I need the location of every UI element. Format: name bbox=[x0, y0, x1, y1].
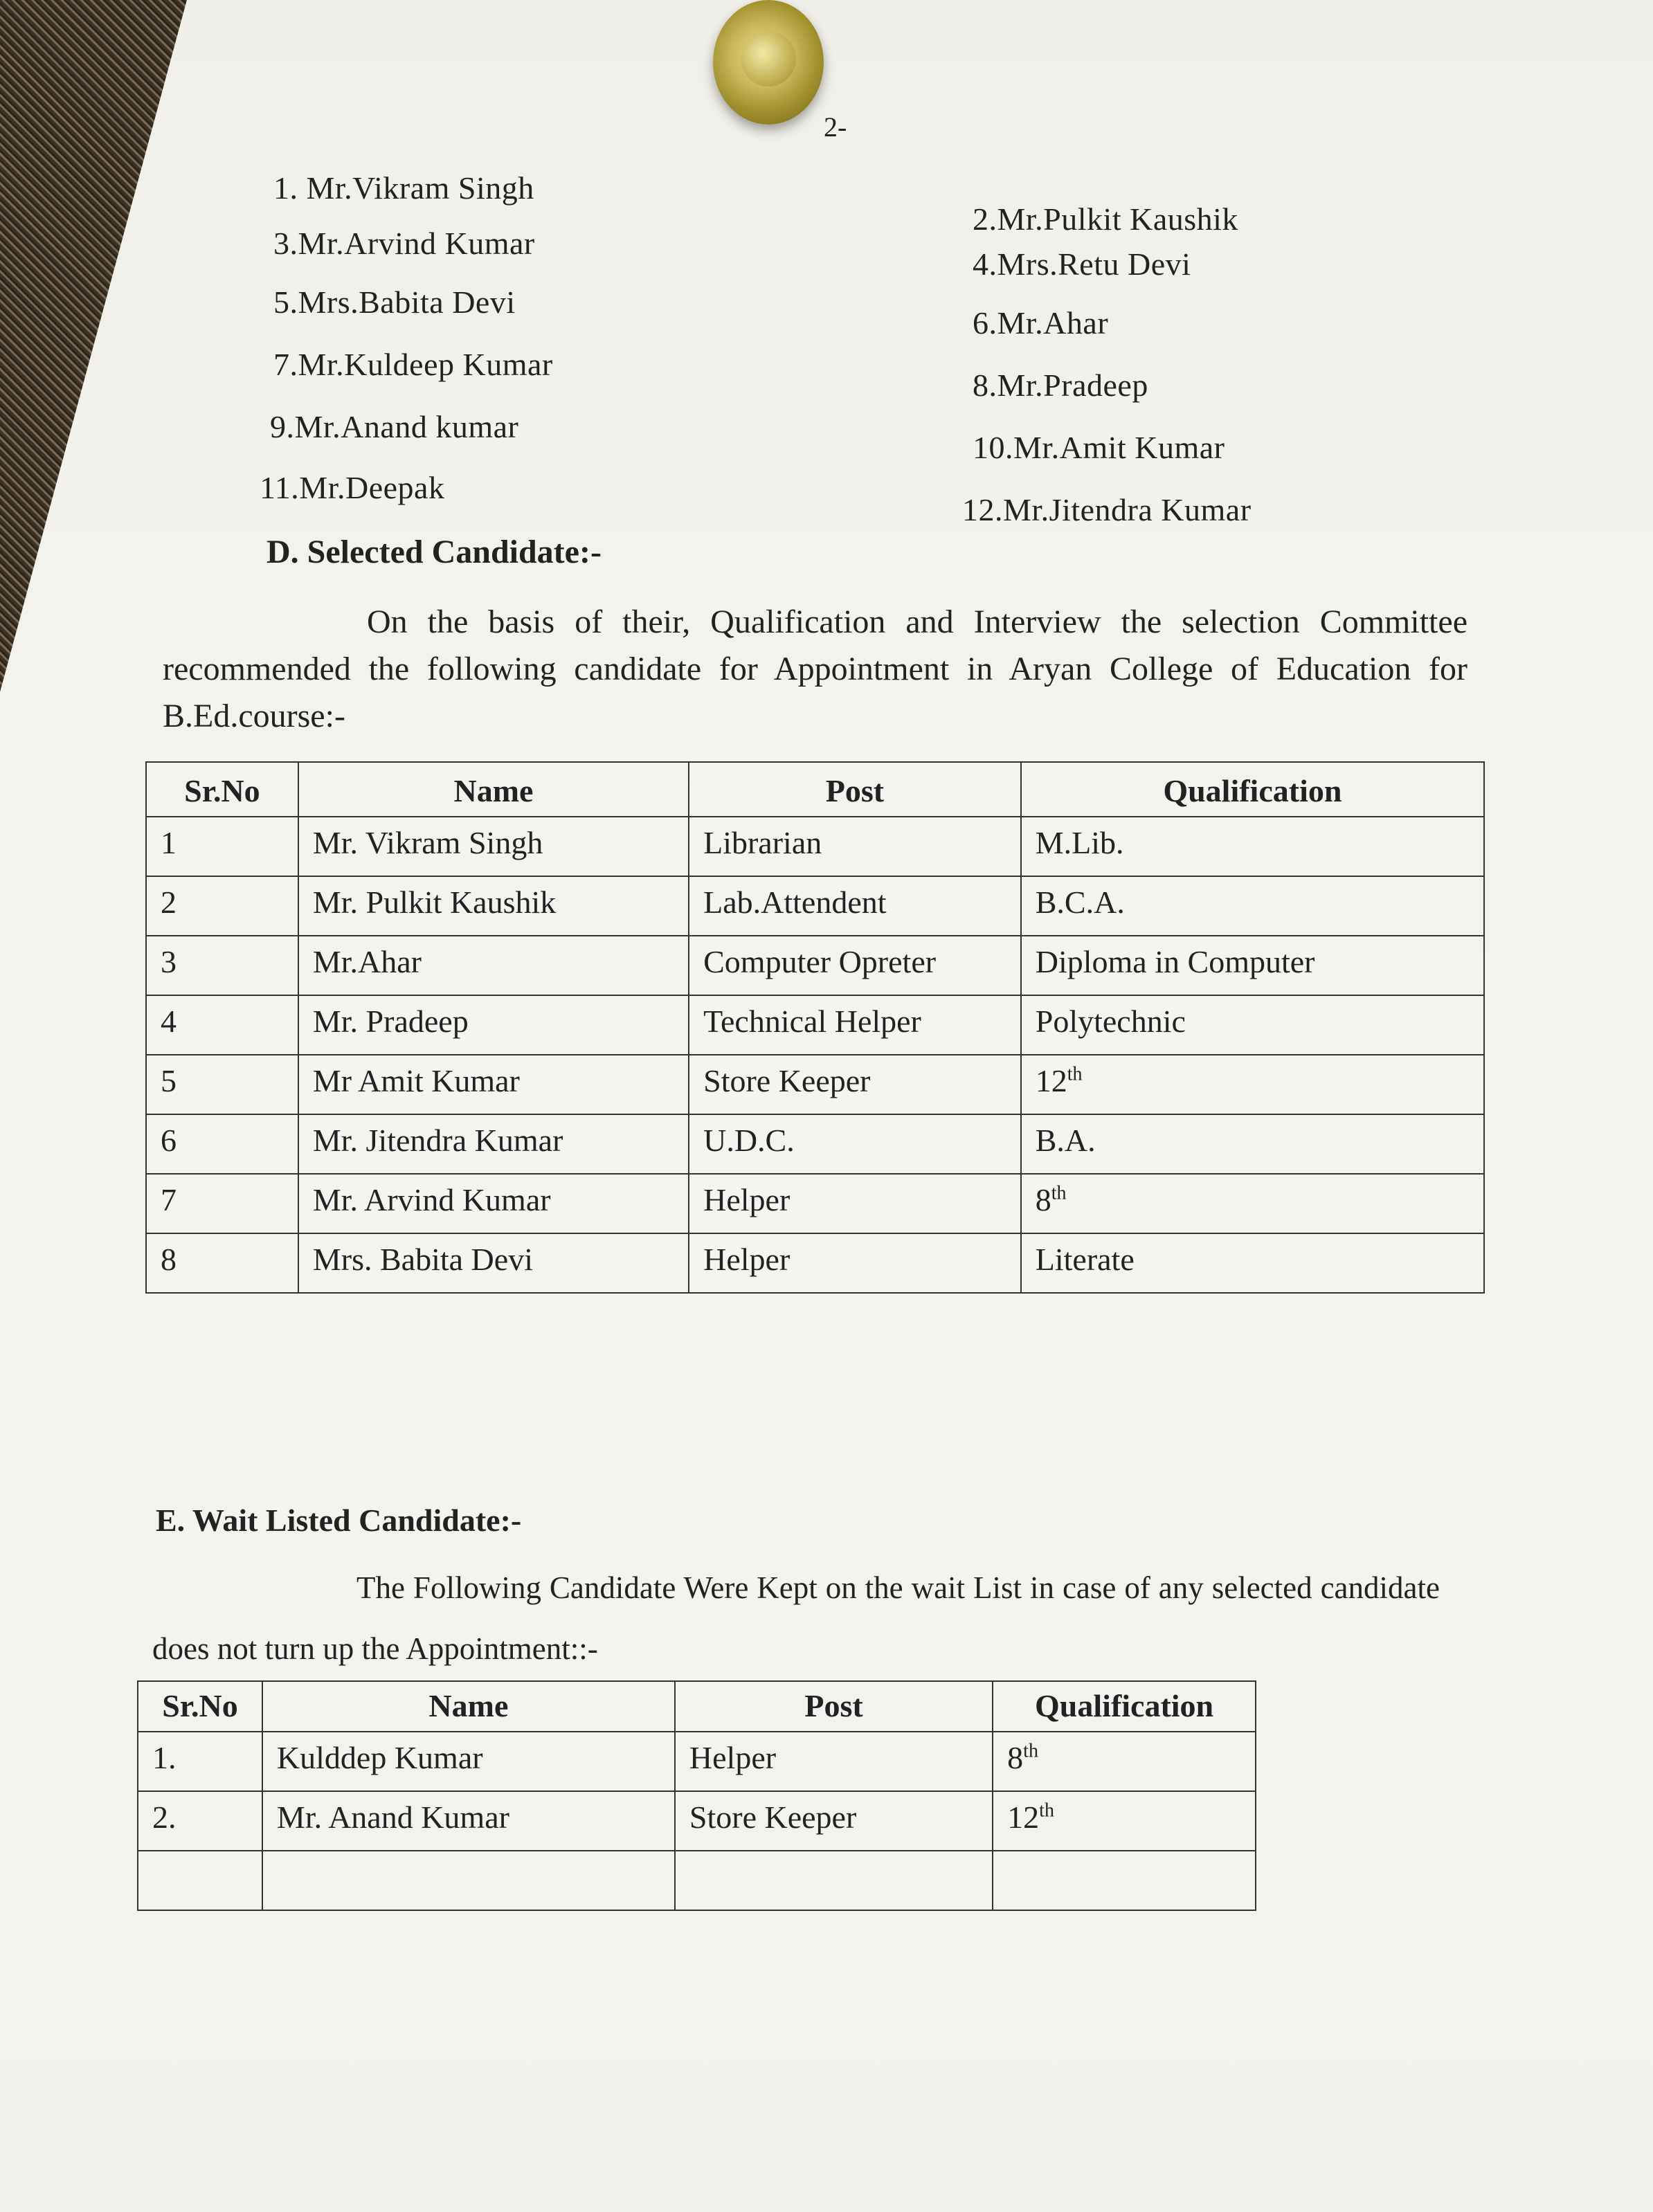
sr-no: 6 bbox=[146, 1114, 298, 1174]
member-12: 12.Mr.Jitendra Kumar bbox=[962, 492, 1252, 527]
candidate-name: Mrs. Babita Devi bbox=[298, 1233, 689, 1293]
member-2: 2.Mr.Pulkit Kaushik bbox=[973, 201, 1238, 237]
member-5: 5.Mrs.Babita Devi bbox=[273, 284, 516, 320]
sr-no: 2 bbox=[146, 876, 298, 936]
member-11: 11.Mr.Deepak bbox=[260, 470, 445, 505]
candidate-qualification: 8th bbox=[993, 1732, 1256, 1791]
candidate-name: Mr. Arvind Kumar bbox=[298, 1174, 689, 1233]
candidate-name: Mr Amit Kumar bbox=[298, 1055, 689, 1114]
member-10: 10.Mr.Amit Kumar bbox=[973, 430, 1225, 465]
table-row bbox=[138, 1851, 1256, 1910]
sr-no bbox=[138, 1851, 262, 1910]
header-sr-no: Sr.No bbox=[138, 1681, 262, 1732]
wait-listed-paragraph: The Following Candidate Were Kept on the wait List in case of any selected candidate does not turn up the Appointment::- bbox=[152, 1570, 1440, 1666]
candidate-post bbox=[675, 1851, 993, 1910]
candidate-name: Mr.Ahar bbox=[298, 936, 689, 995]
candidate-name: Mr. Vikram Singh bbox=[298, 817, 689, 876]
candidate-name: Mr. Pulkit Kaushik bbox=[298, 876, 689, 936]
candidate-name: Mr. Anand Kumar bbox=[262, 1791, 675, 1851]
header-qualification: Qualification bbox=[1021, 762, 1484, 817]
candidate-post: Computer Opreter bbox=[689, 936, 1021, 995]
header-post: Post bbox=[689, 762, 1021, 817]
candidate-post: Store Keeper bbox=[675, 1791, 993, 1851]
member-9: 9.Mr.Anand kumar bbox=[270, 409, 519, 444]
header-post: Post bbox=[675, 1681, 993, 1732]
sr-no: 2. bbox=[138, 1791, 262, 1851]
selected-candidate-heading: D. Selected Candidate:- bbox=[267, 534, 602, 570]
header-sr-no: Sr.No bbox=[146, 762, 298, 817]
candidate-post: Technical Helper bbox=[689, 995, 1021, 1055]
candidate-name: Kulddep Kumar bbox=[262, 1732, 675, 1791]
candidate-qualification: 12th bbox=[993, 1791, 1256, 1851]
candidate-qualification: B.C.A. bbox=[1021, 876, 1484, 936]
table-row bbox=[146, 1055, 1484, 1114]
sr-no: 8 bbox=[146, 1233, 298, 1293]
sr-no: 3 bbox=[146, 936, 298, 995]
table-row bbox=[146, 1233, 1484, 1293]
wait-listed-table bbox=[137, 1680, 1256, 1911]
sr-no: 5 bbox=[146, 1055, 298, 1114]
member-4: 4.Mrs.Retu Devi bbox=[973, 246, 1191, 282]
member-8: 8.Mr.Pradeep bbox=[973, 368, 1148, 403]
header-name: Name bbox=[262, 1681, 675, 1732]
candidate-post: Librarian bbox=[689, 817, 1021, 876]
sr-no: 4 bbox=[146, 995, 298, 1055]
candidate-post: Helper bbox=[675, 1732, 993, 1791]
candidate-post: U.D.C. bbox=[689, 1114, 1021, 1174]
table-row bbox=[146, 1174, 1484, 1233]
table-row bbox=[146, 817, 1484, 876]
candidate-post: Lab.Attendent bbox=[689, 876, 1021, 936]
candidate-post: Store Keeper bbox=[689, 1055, 1021, 1114]
candidate-name: Mr. Pradeep bbox=[298, 995, 689, 1055]
header-qualification: Qualification bbox=[993, 1681, 1256, 1732]
sr-no: 7 bbox=[146, 1174, 298, 1233]
candidate-qualification: Polytechnic bbox=[1021, 995, 1484, 1055]
table-row bbox=[138, 1791, 1256, 1851]
table-row bbox=[146, 995, 1484, 1055]
table-row bbox=[146, 1114, 1484, 1174]
table-header-row bbox=[146, 762, 1484, 817]
candidate-name: Mr. Jitendra Kumar bbox=[298, 1114, 689, 1174]
sr-no: 1 bbox=[146, 817, 298, 876]
candidate-name bbox=[262, 1851, 675, 1910]
table-header-row bbox=[138, 1681, 1256, 1732]
paper-fastener bbox=[713, 0, 824, 125]
candidate-qualification: M.Lib. bbox=[1021, 817, 1484, 876]
candidate-qualification: 12th bbox=[1021, 1055, 1484, 1114]
candidate-post: Helper bbox=[689, 1174, 1021, 1233]
table-row bbox=[146, 936, 1484, 995]
candidate-qualification: B.A. bbox=[1021, 1114, 1484, 1174]
header-name: Name bbox=[298, 762, 689, 817]
member-6: 6.Mr.Ahar bbox=[973, 305, 1109, 341]
candidate-qualification bbox=[993, 1851, 1256, 1910]
candidate-qualification: Literate bbox=[1021, 1233, 1484, 1293]
candidate-qualification: Diploma in Computer bbox=[1021, 936, 1484, 995]
selected-candidate-paragraph: On the basis of their, Qualification and Interview the selection Committee recommended the following candidate for Appointment in Aryan College of Education for B.Ed.course:- bbox=[163, 604, 1467, 734]
member-3: 3.Mr.Arvind Kumar bbox=[273, 226, 535, 261]
member-1: 1. Mr.Vikram Singh bbox=[273, 170, 534, 206]
member-7: 7.Mr.Kuldeep Kumar bbox=[273, 347, 553, 382]
wait-listed-heading: E. Wait Listed Candidate:- bbox=[156, 1503, 522, 1538]
candidate-qualification: 8th bbox=[1021, 1174, 1484, 1233]
table-row bbox=[138, 1732, 1256, 1791]
page-number: 2- bbox=[824, 111, 847, 143]
table-row bbox=[146, 876, 1484, 936]
sr-no: 1. bbox=[138, 1732, 262, 1791]
candidate-post: Helper bbox=[689, 1233, 1021, 1293]
selected-candidates-table bbox=[145, 761, 1485, 1294]
